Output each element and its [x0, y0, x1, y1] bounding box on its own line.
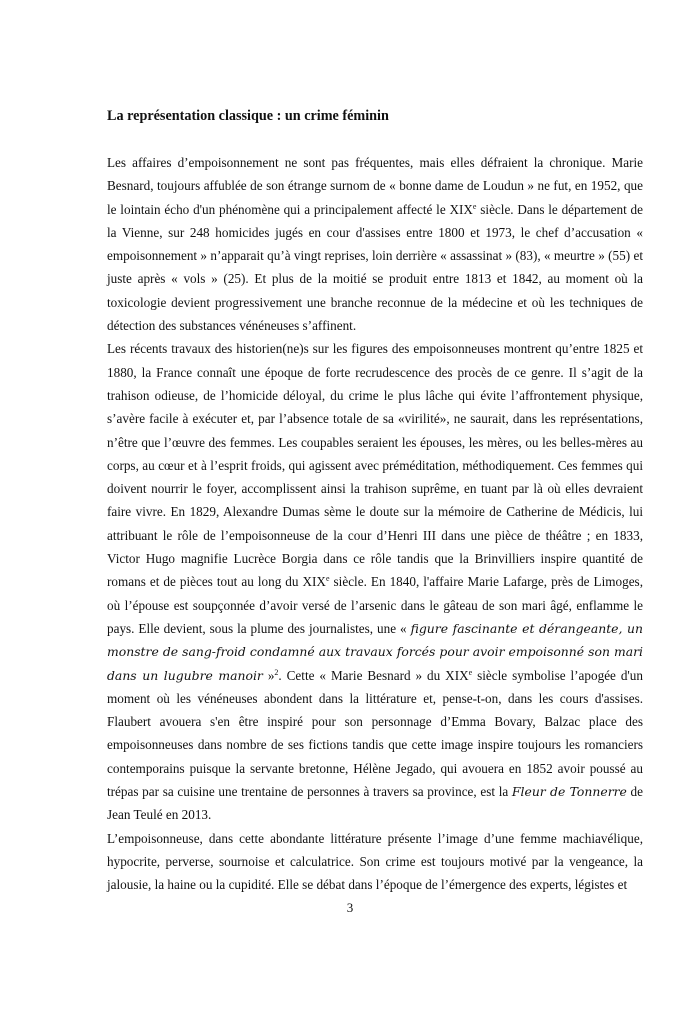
- paragraph-2-text-c: »: [262, 667, 275, 683]
- book-title: Fleur de Tonnerre: [511, 784, 627, 800]
- paragraph-2-text-a: Les récents travaux des historien(ne)s sur les figures des empoisonneuses montrent qu’entre 1825 et 1880, la France connaît une époque de forte recrudescence des procès de ce genre. Il s’agit de la trahison odieuse, de l’homicide déloyal, du crime le plus lâche qui évite l’affrontement physique, s’avère facile à exécuter et, par l’absence totale de sa «virilité», ne saurait, dans les représentations, n’être que l’œuvre des femmes. Les coupables seraient les épouses, les mères, ou les belles-mères au corps, au cœur et à l’esprit froids, qui agissent avec préméditation, méthodiquement. Ces femmes qui doivent nourrir le foyer, accomplissent ainsi la trahison suprême, en tuant par là où elles devraient faire vivre. En 1829, Alexandre Dumas sème le doute sur la mémoire de Catherine de Médicis, lui attribuant le rôle de l’empoisonneuse de la cour d’Henri III dans une pièce de théâtre ; en 1833, Victor Hugo magnifie Lucrèce Borgia dans ce rôle tandis que la Brinvilliers inspire quantité de romans et de pièces tout au long du XIX: [107, 341, 643, 590]
- page-number: 3: [346, 900, 354, 915]
- paragraph-1-text-b: siècle. Dans le département de la Vienne, sur 248 homicides jugés en cour d'assises entre 1800 et 1973, le chef d’accusation « empoisonnement » n’apparait qu’à vingt reprises, loin derrière « assassinat » (83), « meurtre » (55) et juste après « vols » (25). Et plus de la moitié se produit entre 1813 et 1842, au moment où la toxicologie devient progressivement une branche reconnue de la médecine et où les techniques de détection des substances vénéneuses s’affinent.: [107, 201, 643, 334]
- section-heading: La représentation classique : un crime féminin: [107, 108, 389, 124]
- superscript-e: e: [325, 574, 330, 584]
- page-content: [107, 104, 643, 897]
- paragraph-1: [107, 151, 643, 337]
- paragraph-2-text-b: siècle. En 1840, l'affaire Marie Lafarge, près de Limoges, où l’épouse est soupçonnée d’avoir versé de l’arsenic dans le gâteau de son mari âgé, enflamme le pays. Elle devient, sous la plume des journalistes, une «: [107, 574, 643, 636]
- italic-quote: figure fascinante et dérangeante, un monstre de sang-froid condamné aux travaux forcés pour avoir empoisonné son mari dans un lugubre manoir: [107, 620, 644, 683]
- paragraph-2: [107, 337, 643, 826]
- paragraph-2-text-e: siècle symbolise l’apogée d'un moment où les vénéneuses abondent dans la littérature et, pense-t-on, dans les cours d'assises. Flaubert avouera s'en être inspiré pour son personnage d’Emma Bovary, Balzac place des empoisonneuses dans nombre de ses fictions tandis que cette image inspire toujours les romanciers contemporains puisque la servante bretonne, Hélène Jegado, qui avouera en 1852 avoir poussé au trépas par sa cuisine une trentaine de personnes à travers sa province, est la: [107, 667, 643, 800]
- paragraph-3-text: L’empoisonneuse, dans cette abondante littérature présente l’image d’une femme machiavélique, hypocrite, perverse, sournoise et calculatrice. Son crime est toujours motivé par la vengeance, la jalousie, la haine ou la cupidité. Elle se débat dans l’époque de l’émergence des experts, légistes et: [107, 830, 643, 893]
- superscript-e: e: [468, 667, 473, 677]
- footnote-reference[interactable]: 2: [274, 667, 279, 677]
- paragraph-1-text-a: Les affaires d’empoisonnement ne sont pas fréquentes, mais elles défraient la chronique. Marie Besnard, toujours affublée de son étrange surnom de « bonne dame de Loudun » ne fut, en 1952, que le lointain écho d'un phénomène qui a principalement affecté le XIX: [107, 155, 643, 217]
- paragraph-2-text-f: de Jean Teulé en 2013.: [107, 784, 644, 823]
- superscript-e: e: [472, 201, 477, 211]
- paragraph-2-text-d: . Cette « Marie Besnard » du XIX: [278, 667, 469, 683]
- paragraph-3: [107, 827, 643, 897]
